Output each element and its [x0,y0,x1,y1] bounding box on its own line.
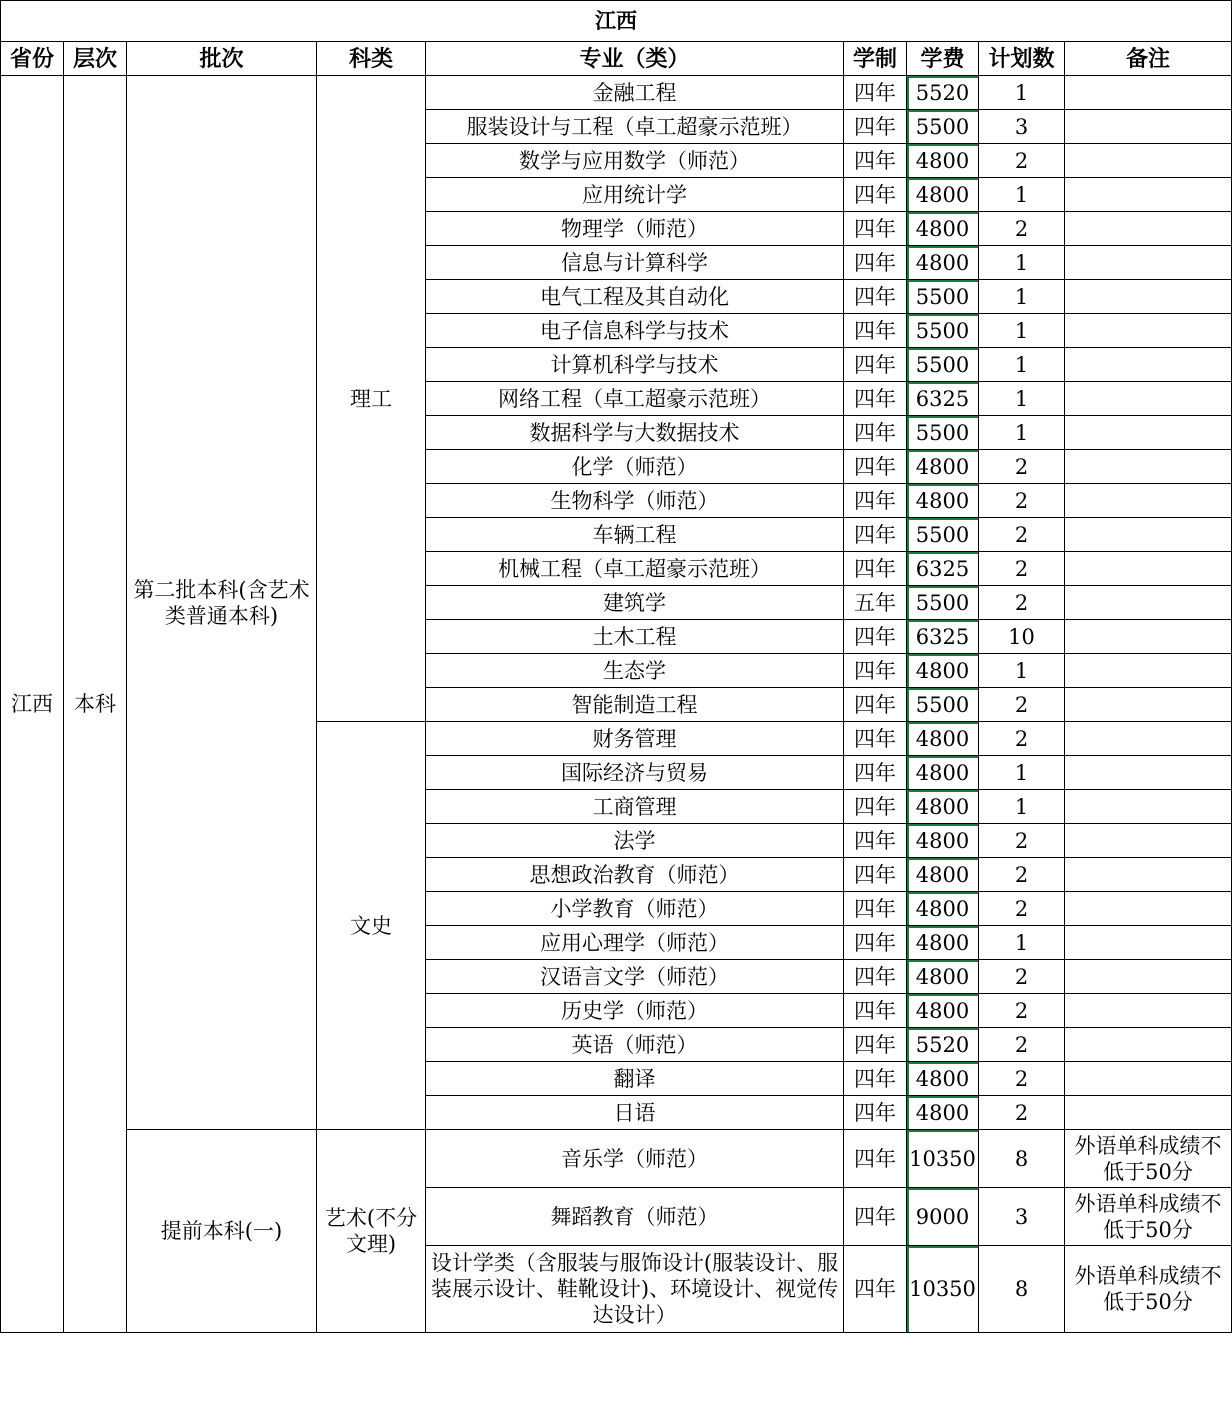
table-title: 江西 [1,1,1232,42]
major-cell: 国际经济与贸易 [426,756,844,790]
major-cell: 生态学 [426,654,844,688]
fee-cell: 5500 [907,688,979,722]
batch-cell: 提前本科(一) [127,1130,317,1333]
plan-cell: 2 [979,484,1065,518]
duration-cell: 四年 [844,756,907,790]
fee-cell: 4800 [907,994,979,1028]
note-cell [1065,688,1232,722]
major-cell: 计算机科学与技术 [426,348,844,382]
major-cell: 信息与计算科学 [426,246,844,280]
duration-cell: 四年 [844,892,907,926]
duration-cell: 四年 [844,722,907,756]
duration-cell: 四年 [844,994,907,1028]
note-cell [1065,926,1232,960]
plan-cell: 2 [979,722,1065,756]
note-cell [1065,756,1232,790]
major-cell: 日语 [426,1096,844,1130]
fee-cell: 5500 [907,314,979,348]
duration-cell: 四年 [844,1188,907,1246]
fee-cell: 4800 [907,450,979,484]
major-cell: 服装设计与工程（卓工超豪示范班） [426,110,844,144]
major-cell: 机械工程（卓工超豪示范班） [426,552,844,586]
note-cell [1065,212,1232,246]
header-category: 科类 [317,42,426,76]
plan-cell: 1 [979,314,1065,348]
plan-cell: 1 [979,246,1065,280]
category-cell: 文史 [317,722,426,1130]
fee-cell: 10350 [907,1130,979,1188]
major-cell: 财务管理 [426,722,844,756]
duration-cell: 四年 [844,314,907,348]
duration-cell: 四年 [844,1130,907,1188]
fee-cell: 5500 [907,348,979,382]
duration-cell: 四年 [844,382,907,416]
fee-cell: 6325 [907,620,979,654]
note-cell [1065,518,1232,552]
major-cell: 法学 [426,824,844,858]
fee-cell: 4800 [907,722,979,756]
plan-cell: 2 [979,552,1065,586]
note-cell [1065,382,1232,416]
plan-cell: 10 [979,620,1065,654]
note-cell: 外语单科成绩不低于50分 [1065,1130,1232,1188]
header-fee: 学费 [907,42,979,76]
fee-cell: 5500 [907,518,979,552]
note-cell [1065,586,1232,620]
plan-cell: 1 [979,280,1065,314]
duration-cell: 四年 [844,552,907,586]
header-note: 备注 [1065,42,1232,76]
plan-cell: 1 [979,926,1065,960]
fee-cell: 4800 [907,484,979,518]
duration-cell: 四年 [844,790,907,824]
plan-cell: 2 [979,892,1065,926]
duration-cell: 四年 [844,144,907,178]
duration-cell: 四年 [844,76,907,110]
note-cell [1065,144,1232,178]
header-major: 专业（类） [426,42,844,76]
duration-cell: 四年 [844,620,907,654]
fee-cell: 4800 [907,144,979,178]
duration-cell: 四年 [844,110,907,144]
note-cell [1065,416,1232,450]
note-cell [1065,110,1232,144]
plan-cell: 1 [979,178,1065,212]
plan-cell: 3 [979,1188,1065,1246]
duration-cell: 四年 [844,280,907,314]
fee-cell: 5520 [907,76,979,110]
note-cell [1065,620,1232,654]
table-row [1,1130,1232,1188]
fee-cell: 5520 [907,1028,979,1062]
major-cell: 舞蹈教育（师范） [426,1188,844,1246]
header-level: 层次 [64,42,127,76]
note-cell [1065,178,1232,212]
plan-cell: 1 [979,790,1065,824]
plan-cell: 1 [979,756,1065,790]
note-cell [1065,314,1232,348]
duration-cell: 四年 [844,688,907,722]
plan-cell: 8 [979,1246,1065,1333]
category-cell: 艺术(不分文理) [317,1130,426,1333]
plan-cell: 2 [979,212,1065,246]
note-cell [1065,280,1232,314]
plan-cell: 1 [979,416,1065,450]
note-cell [1065,892,1232,926]
major-cell: 思想政治教育（师范） [426,858,844,892]
duration-cell: 四年 [844,212,907,246]
plan-cell: 2 [979,1028,1065,1062]
major-cell: 土木工程 [426,620,844,654]
major-cell: 网络工程（卓工超豪示范班） [426,382,844,416]
duration-cell: 五年 [844,586,907,620]
major-cell: 设计学类（含服装与服饰设计(服装设计、服装展示设计、鞋靴设计)、环境设计、视觉传达设计） [426,1246,844,1333]
fee-cell: 9000 [907,1188,979,1246]
plan-cell: 2 [979,586,1065,620]
duration-cell: 四年 [844,1246,907,1333]
duration-cell: 四年 [844,824,907,858]
major-cell: 车辆工程 [426,518,844,552]
plan-cell: 2 [979,994,1065,1028]
note-cell: 外语单科成绩不低于50分 [1065,1188,1232,1246]
plan-cell: 2 [979,144,1065,178]
note-cell [1065,722,1232,756]
plan-cell: 2 [979,858,1065,892]
table-body [1,76,1232,1333]
fee-cell: 4800 [907,654,979,688]
header-plan: 计划数 [979,42,1065,76]
batch-cell: 第二批本科(含艺术类普通本科) [127,76,317,1130]
duration-cell: 四年 [844,858,907,892]
duration-cell: 四年 [844,246,907,280]
fee-cell: 4800 [907,756,979,790]
major-cell: 电子信息科学与技术 [426,314,844,348]
duration-cell: 四年 [844,1062,907,1096]
major-cell: 金融工程 [426,76,844,110]
header-batch: 批次 [127,42,317,76]
fee-cell: 4800 [907,892,979,926]
note-cell [1065,654,1232,688]
plan-cell: 1 [979,76,1065,110]
major-cell: 工商管理 [426,790,844,824]
plan-cell: 2 [979,450,1065,484]
plan-cell: 1 [979,382,1065,416]
plan-cell: 2 [979,688,1065,722]
note-cell: 外语单科成绩不低于50分 [1065,1246,1232,1333]
fee-cell: 4800 [907,960,979,994]
major-cell: 数学与应用数学（师范） [426,144,844,178]
fee-cell: 5500 [907,110,979,144]
duration-cell: 四年 [844,416,907,450]
note-cell [1065,790,1232,824]
note-cell [1065,484,1232,518]
note-cell [1065,246,1232,280]
major-cell: 音乐学（师范） [426,1130,844,1188]
duration-cell: 四年 [844,450,907,484]
plan-cell: 2 [979,960,1065,994]
note-cell [1065,1062,1232,1096]
major-cell: 智能制造工程 [426,688,844,722]
plan-cell: 2 [979,1062,1065,1096]
fee-cell: 6325 [907,382,979,416]
note-cell [1065,76,1232,110]
plan-cell: 2 [979,518,1065,552]
fee-cell: 4800 [907,246,979,280]
fee-cell: 4800 [907,1062,979,1096]
fee-cell: 5500 [907,280,979,314]
table-row [1,76,1232,110]
duration-cell: 四年 [844,518,907,552]
duration-cell: 四年 [844,1096,907,1130]
major-cell: 应用统计学 [426,178,844,212]
fee-cell: 4800 [907,790,979,824]
major-cell: 汉语言文学（师范） [426,960,844,994]
fee-cell: 5500 [907,586,979,620]
duration-cell: 四年 [844,926,907,960]
duration-cell: 四年 [844,348,907,382]
province-cell: 江西 [1,76,64,1333]
plan-cell: 1 [979,348,1065,382]
major-cell: 历史学（师范） [426,994,844,1028]
plan-cell: 2 [979,1096,1065,1130]
plan-cell: 8 [979,1130,1065,1188]
major-cell: 翻译 [426,1062,844,1096]
fee-cell: 4800 [907,1096,979,1130]
duration-cell: 四年 [844,960,907,994]
note-cell [1065,824,1232,858]
duration-cell: 四年 [844,484,907,518]
major-cell: 数据科学与大数据技术 [426,416,844,450]
header-row [1,42,1232,76]
note-cell [1065,552,1232,586]
plan-cell: 2 [979,824,1065,858]
fee-cell: 4800 [907,824,979,858]
level-cell: 本科 [64,76,127,1333]
major-cell: 应用心理学（师范） [426,926,844,960]
header-province: 省份 [1,42,64,76]
note-cell [1065,348,1232,382]
major-cell: 化学（师范） [426,450,844,484]
fee-cell: 10350 [907,1246,979,1333]
fee-cell: 4800 [907,926,979,960]
duration-cell: 四年 [844,178,907,212]
major-cell: 英语（师范） [426,1028,844,1062]
note-cell [1065,450,1232,484]
major-cell: 生物科学（师范） [426,484,844,518]
fee-cell: 4800 [907,212,979,246]
major-cell: 建筑学 [426,586,844,620]
header-duration: 学制 [844,42,907,76]
note-cell [1065,858,1232,892]
major-cell: 电气工程及其自动化 [426,280,844,314]
fee-cell: 4800 [907,858,979,892]
duration-cell: 四年 [844,1028,907,1062]
plan-cell: 1 [979,654,1065,688]
note-cell [1065,994,1232,1028]
major-cell: 小学教育（师范） [426,892,844,926]
note-cell [1065,1028,1232,1062]
fee-cell: 4800 [907,178,979,212]
major-cell: 物理学（师范） [426,212,844,246]
fee-cell: 5500 [907,416,979,450]
duration-cell: 四年 [844,654,907,688]
note-cell [1065,960,1232,994]
note-cell [1065,1096,1232,1130]
fee-cell: 6325 [907,552,979,586]
plan-cell: 3 [979,110,1065,144]
category-cell: 理工 [317,76,426,722]
